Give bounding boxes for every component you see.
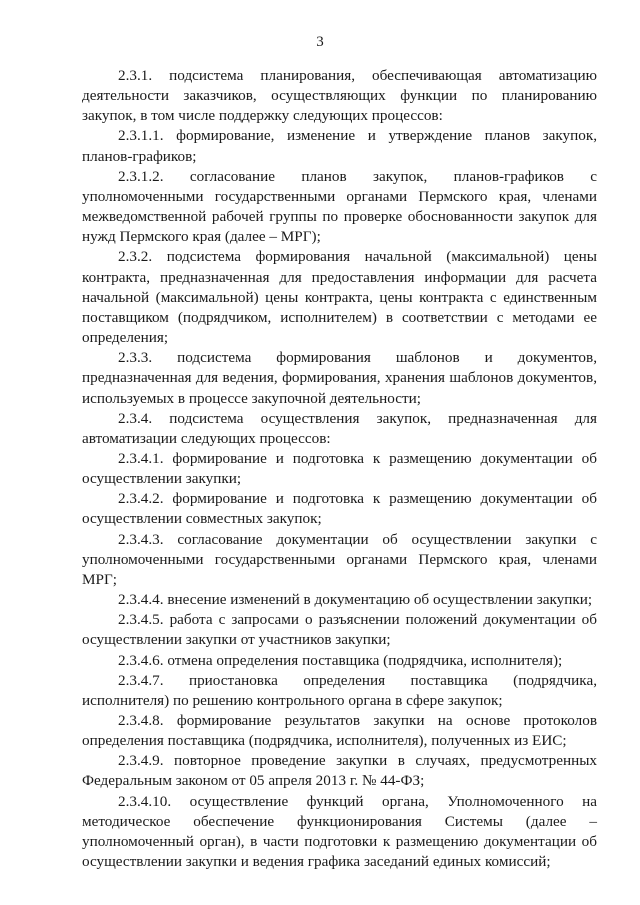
page-number: 3 bbox=[316, 34, 324, 50]
paragraph-2-3-4-8: 2.3.4.8. формирование результатов закупки на основе протоколов определения поставщика (подрядчика, исполнителя), полученных из ЕИС; bbox=[82, 712, 597, 750]
paragraph-2-3-1-1: 2.3.1.1. формирование, изменение и утверждение планов закупок, планов-графиков; bbox=[82, 127, 597, 165]
paragraph-2-3-4-3: 2.3.4.3. согласование документации об осуществлении закупки с уполномоченными государственными органами Пермского края, членами МРГ; bbox=[82, 530, 597, 588]
paragraph-2-3-4-4: 2.3.4.4. внесение изменений в документацию об осуществлении закупки; bbox=[118, 591, 593, 609]
paragraph-2-3-4-10: 2.3.4.10. осуществление функций органа, Уполномоченного на методическое обеспечение функционирования Системы (далее – уполномоченный орган), в части подготовки к размещению документации об осуществлении закупки и ведения графика заседаний единых комиссий; bbox=[82, 792, 597, 871]
paragraph-2-3-4-2: 2.3.4.2. формирование и подготовка к размещению документации об осуществлении совместных закупок; bbox=[82, 490, 597, 528]
paragraph-2-3-4-9: 2.3.4.9. повторное проведение закупки в случаях, предусмотренных Федеральным законом от 05 апреля 2013 г. № 44-ФЗ; bbox=[82, 752, 597, 790]
paragraph-2-3-1-2: 2.3.1.2. согласование планов закупок, планов-графиков с уполномоченными государственными органами Пермского края, членами межведомственной рабочей группы по проверке обоснованности закупок для нужд Пермского края (далее – МРГ); bbox=[82, 167, 597, 246]
paragraph-2-3-4-6: 2.3.4.6. отмена определения поставщика (подрядчика, исполнителя); bbox=[118, 651, 563, 669]
paragraph-2-3-4-5: 2.3.4.5. работа с запросами о разъяснении положений документации об осуществлении закупки от участников закупки; bbox=[82, 611, 597, 649]
paragraph-2-3-3: 2.3.3. подсистема формирования шаблонов и документов, предназначенная для ведения, формирования, хранения шаблонов документов, используемых в процессе закупочной деятельности; bbox=[82, 349, 597, 407]
paragraph-2-3-1: 2.3.1. подсистема планирования, обеспечивающая автоматизацию деятельности заказчиков, осуществляющих функции по планированию закупок, в том числе поддержку следующих процессов: bbox=[82, 67, 597, 125]
paragraph-2-3-4-7: 2.3.4.7. приостановка определения поставщика (подрядчика, исполнителя) по решению контрольного органа в сфере закупок; bbox=[82, 671, 597, 709]
paragraph-2-3-2: 2.3.2. подсистема формирования начальной (максимальной) цены контракта, предназначенная для предоставления информации для расчета начальной (максимальной) цены контракта, цены контракта с единственным поставщиком (подрядчиком, исполнителем) в соответствии с методами ее определения; bbox=[82, 248, 597, 347]
paragraph-2-3-4-1: 2.3.4.1. формирование и подготовка к размещению документации об осуществлении закупки; bbox=[82, 449, 597, 488]
paragraph-2-3-4: 2.3.4. подсистема осуществления закупок, предназначенная для автоматизации следующих процессов: bbox=[82, 409, 597, 447]
document-body bbox=[82, 66, 597, 872]
